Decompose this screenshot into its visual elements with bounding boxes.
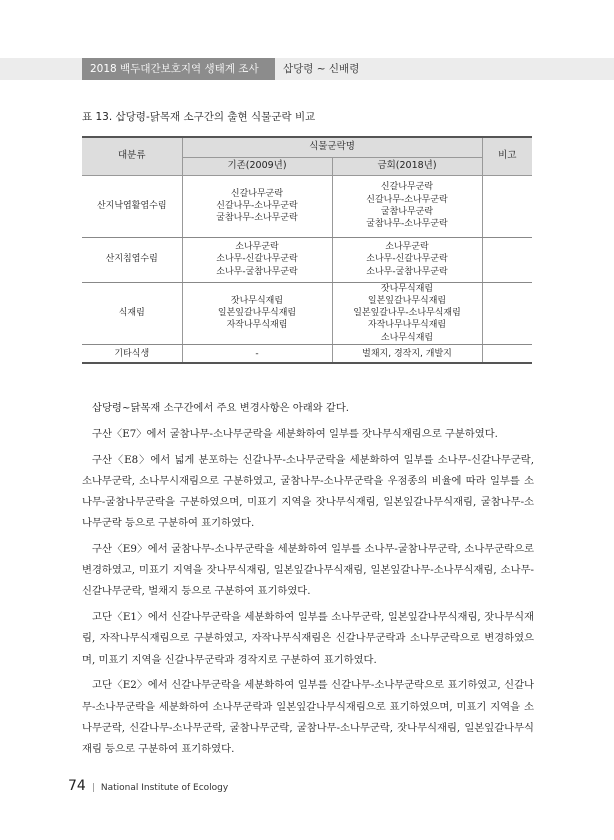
community-name: 소나무-굴참나무군락 [216, 266, 298, 277]
table-row [82, 175, 532, 237]
community-name: 신갈나무-소나무군락 [216, 200, 298, 211]
cell-category: 기타식생 [82, 344, 182, 363]
institute-name: National Institute of Ecology [100, 783, 229, 793]
community-name: 신갈나무군락 [230, 188, 284, 199]
cell-now [332, 344, 482, 363]
community-name: - [255, 348, 259, 359]
community-name: 일본잎갈나무-소나무식재림 [353, 308, 461, 319]
cell-note [482, 344, 532, 363]
body-paragraph: 구산〈E8〉에서 넓게 분포하는 신갈나무-소나무군락을 세분화하여 일부를 소나무-신갈나무군락, 소나무군락, 소나무시재림으로 구분하였고, 굴참나무-소나무군락을 우점종의 비율에 따라 일부를 소나무-굴참나무군락을 구분하였으며, 미표기 지역을 잣나무식재림, 일본잎갈나무식재림, 굴참나무-소나무군락 등으로 구분하여 표기하였다. [82, 453, 534, 530]
community-name: 굴참나무군락 [380, 207, 434, 217]
cell-now [332, 237, 482, 282]
community-name: 소나무-신갈나무군락 [366, 254, 448, 265]
cell-note [482, 175, 532, 237]
table-row [82, 344, 532, 363]
cell-before [182, 344, 332, 363]
community-name: 소나무군락 [385, 242, 429, 253]
community-name: 잣나무식재림 [380, 283, 434, 294]
section-title: 삽당령 ~ 신배령 [283, 63, 360, 75]
cell-note [482, 282, 532, 344]
community-name: 신갈나무군락 [380, 182, 434, 193]
footer-separator: | [91, 783, 95, 793]
community-name: 일본잎갈나무식재림 [367, 295, 447, 306]
community-name: 자작나무나무식재림 [367, 320, 447, 331]
community-name: 벌채지, 경작지, 개발지 [362, 348, 452, 359]
body-paragraph: 삽당령~닭목재 소구간에서 주요 변경사항은 아래와 같다. [92, 402, 350, 414]
cell-category: 산지낙엽활엽수림 [82, 175, 182, 237]
cell-before [182, 237, 332, 282]
table-row [82, 282, 532, 344]
community-name: 굴참나무-소나무군락 [216, 213, 298, 224]
report-title: 2018 백두대간보호지역 생태계 조사 [82, 58, 275, 80]
header-group: 식물군락명 [182, 137, 482, 157]
cell-category: 식재림 [82, 282, 182, 344]
header-before: 기존(2009년) [182, 157, 332, 175]
community-name: 자작나무식재림 [226, 320, 288, 331]
header-now: 금회(2018년) [332, 157, 482, 175]
community-name: 소나무식재림 [380, 332, 434, 343]
community-name: 일본잎갈나무식재림 [217, 308, 297, 319]
community-name: 소나무-신갈나무군락 [216, 254, 298, 265]
community-name: 신갈나무-소나무군락 [366, 194, 448, 205]
running-header [0, 58, 614, 80]
community-name: 잣나무식재림 [230, 295, 284, 306]
body-paragraph: 고단〈E2〉에서 신갈나무군락을 세분화하여 일부를 신갈나무-소나무군락으로 표기하였고, 신갈나무-소나무군락을 세분화하여 소나무군락과 일본잎갈나무식재림으로 표기하였으며, 미표기 지역을 소나무군락, 신갈나무-소나무군락, 굴참나무군락, 굴참나무-소나무군락, 잣나무식재림, 일본잎갈나무식재림 등으로 구분하여 표기하였다. [82, 679, 534, 756]
cell-category: 산지침엽수림 [82, 237, 182, 282]
table-row [82, 237, 532, 282]
header-note: 비고 [482, 137, 532, 175]
plant-community-table [82, 136, 532, 364]
page-number: 74 [68, 778, 86, 794]
cell-before [182, 175, 332, 237]
page-footer [68, 778, 228, 794]
community-name: 굴참나무-소나무군락 [366, 219, 448, 230]
header-category: 대분류 [82, 137, 182, 175]
body-text [82, 398, 534, 765]
body-paragraph: 고단〈E1〉에서 신갈나무군락을 세분화하여 일부를 소나무군락, 일본잎갈나무식재림, 잣나무식재림, 자작나무식재림으로 구분하였고, 자작나무식재림은 신갈나무군락과 소나무군락으로 변경하였으며, 미표기 지역을 신갈나무군락과 경작지로 구분하여 표기하였다. [82, 611, 534, 666]
cell-now [332, 175, 482, 237]
cell-before [182, 282, 332, 344]
body-paragraph: 구산〈E7〉에서 굴참나무-소나무군락을 세분화하여 일부를 잣나무식재림으로 구분하였다. [92, 427, 498, 440]
cell-now [332, 282, 482, 344]
community-name: 소나무-굴참나무군락 [366, 266, 448, 277]
body-paragraph: 구산〈E9〉에서 굴참나무-소나무군락을 세분화하여 일부를 소나무-굴참나무군락, 소나무군락으로 변경하였고, 미표기 지역을 잣나무식재림, 일본잎갈나무식재림, 일본잎갈나무-소나무식재림, 소나무-신갈나무군락, 벌채지 등으로 구분하여 표기하였다. [82, 543, 534, 598]
community-name: 소나무군락 [235, 242, 279, 253]
cell-note [482, 237, 532, 282]
table-caption: 표 13. 삽당령-닭목재 소구간의 출현 식물군락 비교 [82, 111, 316, 123]
